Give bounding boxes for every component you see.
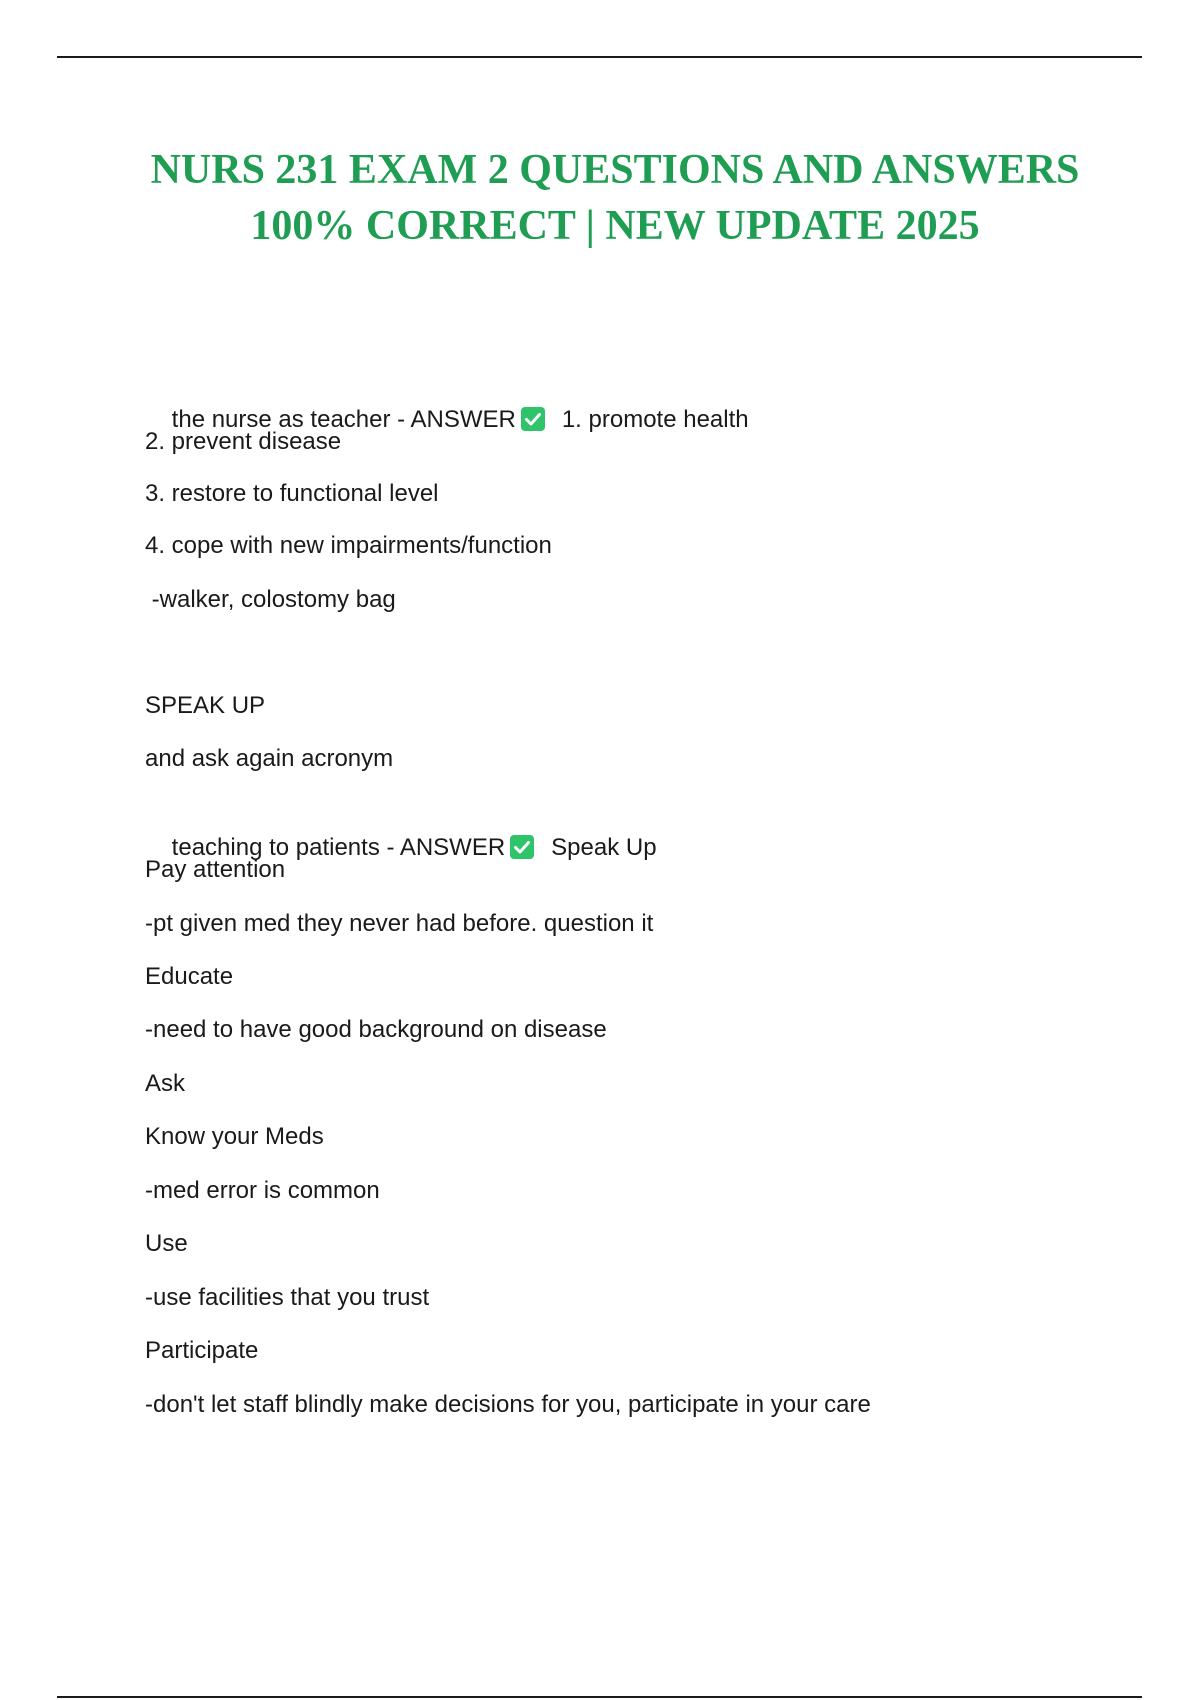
list-item: -walker, colostomy bag xyxy=(145,586,396,613)
question-text: teaching to patients - ANSWER xyxy=(171,834,506,861)
list-item: 3. restore to functional level xyxy=(145,480,439,507)
list-item: -use facilities that you trust xyxy=(145,1284,430,1311)
check-mark-box-icon xyxy=(509,834,535,860)
section-heading-speak-up: SPEAK UP xyxy=(145,692,266,719)
list-item: -need to have good background on disease xyxy=(145,1016,607,1043)
bottom-rule xyxy=(57,1696,1142,1698)
list-item: 4. cope with new impairments/function xyxy=(145,532,552,559)
list-item: 2. prevent disease xyxy=(145,428,342,455)
list-item: Participate xyxy=(145,1337,259,1364)
answer-text: 1. promote health xyxy=(561,406,749,433)
list-item: Know your Meds xyxy=(145,1123,324,1150)
list-item: Use xyxy=(145,1230,188,1257)
list-item: Pay attention xyxy=(145,856,286,883)
list-item: -med error is common xyxy=(145,1177,380,1204)
document-title: NURS 231 EXAM 2 QUESTIONS AND ANSWERS 100% CORRECT | NEW UPDATE 2025 xyxy=(150,147,1080,249)
top-rule xyxy=(57,56,1142,58)
list-item: and ask again acronym xyxy=(145,745,394,772)
list-item: -don't let staff blindly make decisions for you, participate in your care xyxy=(145,1391,871,1418)
question-text: the nurse as teacher - ANSWER xyxy=(171,406,516,433)
list-item: Ask xyxy=(145,1070,186,1097)
answer-text: Speak Up xyxy=(551,834,657,861)
check-mark-box-icon xyxy=(520,406,546,432)
list-item: -pt given med they never had before. question it xyxy=(145,910,654,937)
list-item: Educate xyxy=(145,963,234,990)
